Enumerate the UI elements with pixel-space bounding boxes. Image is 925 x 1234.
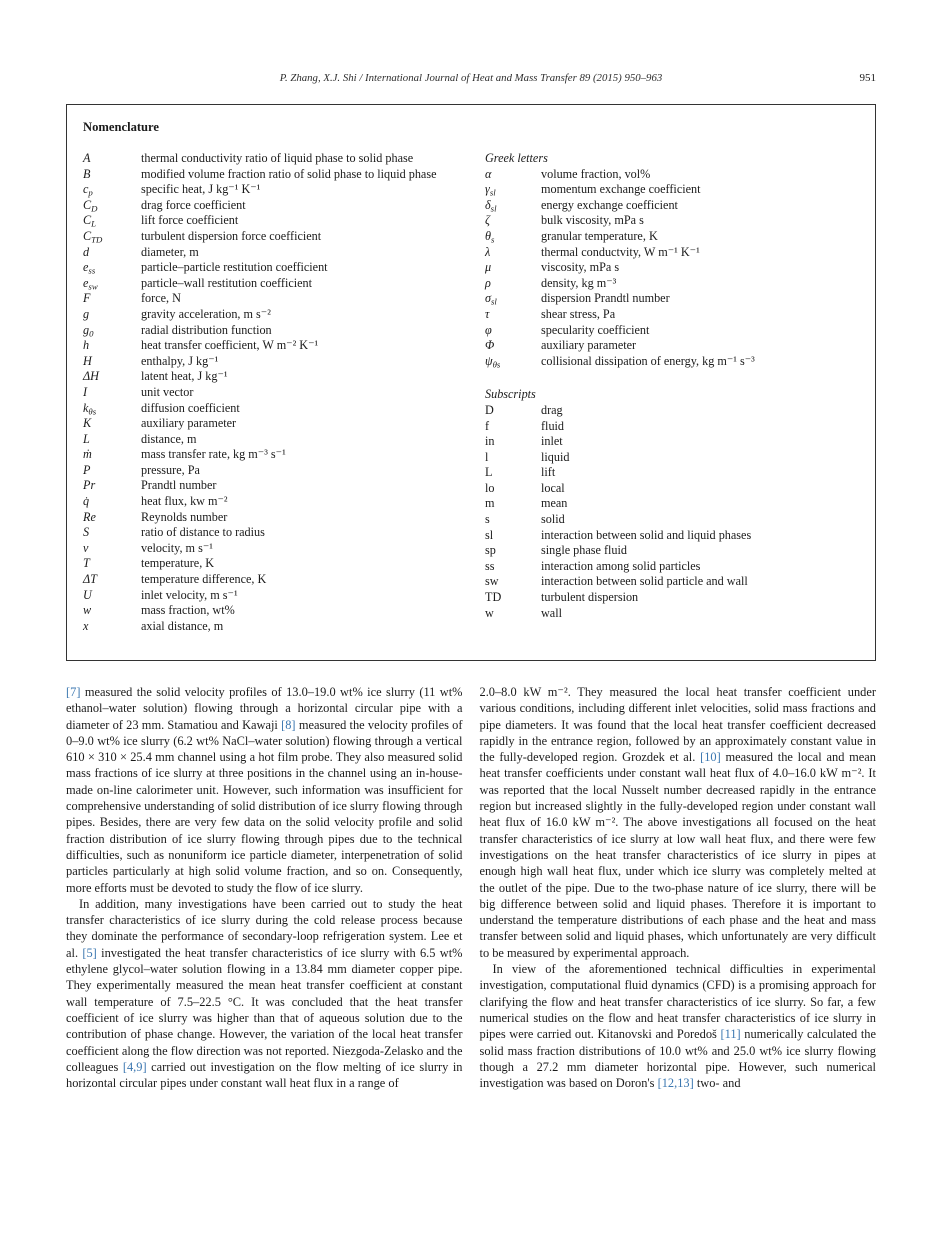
subscripts-list	[485, 403, 859, 621]
symbol: TD	[485, 590, 502, 605]
nomenclature-right-column	[485, 151, 859, 634]
symbol: ΔT	[83, 572, 97, 587]
nomenclature-entry	[485, 403, 859, 419]
nomenclature-entry	[83, 291, 485, 307]
definition: temperature difference, K	[141, 572, 267, 587]
nomenclature-entry	[83, 541, 485, 557]
nomenclature-entry	[83, 463, 485, 479]
symbol: I	[83, 384, 88, 399]
definition: axial distance, m	[141, 618, 224, 633]
definition: mean	[541, 496, 568, 511]
definition: interaction between solid particle and wall	[541, 574, 748, 589]
definition: heat transfer coefficient, W m⁻² K⁻¹	[141, 338, 319, 353]
symbol: $\sigma_{sl}$	[485, 291, 497, 307]
nomenclature-entry	[83, 167, 485, 183]
nomenclature-entry	[485, 434, 859, 450]
symbol: $\theta_s$	[485, 228, 495, 245]
paragraph: In addition, many investigations have been carried out to study the heat transfer characteristics of ice slurry during the cold release process because they dominate the performance of secondary-loop refrigeration system. Lee et al. [5] investigated the heat transfer characteristics of ice slurry with 6.5 wt% ethylene glycol–water solution flowing in a 13.84 mm diameter copper pipe. They experimentally measured the mean heat transfer coefficient at constant wall temperature of 7.5–22.5 °C. It was concluded that the heat transfer coefficient of ice slurry was higher than that of aqueous solution due to the contribution of phase change. However, the variation of the local heat transfer coefficient along the flow direction was not reported. Niezgoda-Zelasko and the colleagues [4,9] carried out investigation on the flow melting of ice slurry in horizontal circular pipes under constant wall heat flux in a range of	[66, 896, 463, 1091]
nomenclature-entry	[83, 213, 485, 229]
nomenclature-entry	[83, 588, 485, 604]
symbol: m	[485, 496, 495, 511]
symbol: $\delta_{sl}$	[485, 197, 497, 214]
nomenclature-entry	[485, 354, 859, 370]
definition: single phase fluid	[541, 543, 627, 558]
definition: fluid	[541, 418, 565, 433]
definition: gravity acceleration, m s⁻²	[141, 306, 271, 321]
definition: velocity, m s⁻¹	[141, 540, 213, 555]
definition: specific heat, J kg⁻¹ K⁻¹	[141, 182, 261, 197]
nomenclature-entry	[83, 323, 485, 339]
definition: dispersion Prandtl number	[541, 291, 670, 306]
symbol: D	[485, 402, 494, 417]
definition: pressure, Pa	[141, 462, 200, 477]
definition: particle–particle restitution coefficient	[141, 260, 328, 275]
nomenclature-entry	[83, 525, 485, 541]
nomenclature-entry	[485, 512, 859, 528]
nomenclature-entry	[485, 291, 859, 307]
definition: drag force coefficient	[141, 197, 246, 212]
citation-link[interactable]: [4,9]	[122, 1059, 147, 1074]
citation-link[interactable]: [8]	[281, 717, 296, 732]
symbol: h	[83, 338, 90, 353]
definition: mass fraction, wt%	[141, 603, 235, 618]
nomenclature-entry	[485, 590, 859, 606]
symbol: H	[83, 353, 92, 368]
nomenclature-entry	[485, 465, 859, 481]
symbol: A	[83, 151, 91, 165]
symbol: Φ	[485, 338, 495, 353]
symbol: F	[83, 291, 91, 306]
nomenclature-entry	[83, 603, 485, 619]
nomenclature-entry	[485, 167, 859, 183]
nomenclature-entry	[83, 276, 485, 292]
nomenclature-entry	[83, 151, 485, 167]
definition: unit vector	[141, 384, 194, 399]
definition: thermal conductvity, W m⁻¹ K⁻¹	[541, 244, 700, 259]
definition: granular temperature, K	[541, 228, 658, 243]
symbol: $C_D$	[83, 197, 98, 214]
definition: heat flux, kw m⁻²	[141, 494, 228, 509]
nomenclature-entry	[83, 556, 485, 572]
nomenclature-entry	[83, 245, 485, 261]
paragraph: [7] measured the solid velocity profiles of 13.0–19.0 wt% ice slurry (11 wt% ethanol–water solution) flowing through a horizontal circular pipe with a diameter of 23 mm. Stamatiou and Kawaji [8] measured the velocity profiles of 0–9.0 wt% ice slurry (6.2 wt% NaCl–water solution) flowing through a vertical 610 × 310 × 25.4 mm channel using a hot film probe. They also measured solid mass fractions of ice slurry at three positions in the channel using an in-house-made on-line calorimeter unit. However, such information was insufficient for comprehensive understanding of solid distribution of ice slurry flowing through pipes. Besides, there are very few data on the solid velocity profile and solid fraction distribution of ice slurry flowing through pipes due to the technical difficulties, such as nonuniform ice particle diameter, interpenetration of solid particles particularly at high solid volume fraction, and so on. Consequently, more efforts must be devoted to study the flow of ice slurry.	[66, 685, 463, 895]
definition: turbulent dispersion force coefficient	[141, 228, 322, 243]
nomenclature-title: Nomenclature	[83, 120, 160, 134]
nomenclature-entry	[83, 572, 485, 588]
nomenclature-entry	[485, 481, 859, 497]
definition: shear stress, Pa	[541, 306, 616, 321]
nomenclature-entry	[83, 338, 485, 354]
definition: wall	[541, 605, 562, 620]
nomenclature-entry	[83, 478, 485, 494]
nomenclature-entry	[83, 401, 485, 417]
nomenclature-entry	[83, 229, 485, 245]
nomenclature-entry	[83, 494, 485, 510]
symbol: α	[485, 166, 492, 181]
definition: Prandtl number	[141, 478, 217, 493]
nomenclature-entry	[83, 416, 485, 432]
symbol: $\psi_{\theta s}$	[485, 353, 501, 370]
citation-link[interactable]: [12,13]	[657, 1076, 694, 1091]
symbol: $C_L$	[83, 213, 97, 229]
definition: lift force coefficient	[141, 213, 239, 228]
symbol: in	[485, 434, 495, 449]
definition: interaction between solid and liquid phases	[541, 527, 752, 542]
nomenclature-box	[66, 104, 876, 661]
body-right-column	[480, 684, 877, 1091]
citation-link[interactable]: [11]	[720, 1027, 741, 1042]
definition: ratio of distance to radius	[141, 525, 265, 540]
symbol: ṁ	[83, 447, 92, 462]
definition: inlet velocity, m s⁻¹	[141, 587, 238, 602]
nomenclature-entry	[485, 213, 859, 229]
paragraph: 2.0–8.0 kW m⁻². They measured the local heat transfer coefficient under various conditions, including different inlet velocities, solid mass fractions and pipe diameters. It was found that the local heat transfer coefficient decreased rapidly in the entrance region, followed by an approximately constant value in the fully-developed region. Grozdek et al. [10] measured the local and mean heat transfer coefficients under constant wall heat flux of 4.0–16.0 kW m⁻². It was reported that the local Nusselt number decreased rapidly in the entrance region but increased slightly in the fully-developed region under constant wall heat flux of 16.0 kW m⁻². The above investigations all focused on the heat transfer characteristics of ice slurry at low wall heat flux, and there were few investigations on the heat transfer characteristics of ice slurry in pipes at enough high wall heat flux, under which ice slurry was completely melted at the outlet of the pipe. Due to the two-phase nature of ice slurry, there will be big difference between solid and liquid phases. Therefore it is important to understand the temperature distributions of each phase and the heat and mass transfer between solid and liquid phases, which unfortunately are very difficult to be measured by experimental approach.	[479, 685, 877, 960]
definition: specularity coefficient	[541, 322, 650, 337]
paragraph: In view of the aforementioned technical difficulties in experimental investigation, computational fluid dynamics (CFD) is a promising approach for clarifying the flow and heat transfer characteristics of ice slurry. So far, a few numerical studies on the flow and heat transfer characteristics of ice slurry in pipes were carried out. Kitanovski and Poredoš [11] numerically calculated the solid mass fraction distributions of 10.0 wt% and 25.0 wt% ice slurry flowing though a 27.2 mm diameter horizontal pipe. However, such numerical investigation was based on Doron's [12,13] two- and	[479, 962, 876, 1091]
nomenclature-entry	[83, 307, 485, 323]
nomenclature-entry	[485, 574, 859, 590]
symbol: ρ	[485, 275, 491, 290]
nomenclature-entry	[485, 338, 859, 354]
nomenclature-entry	[485, 276, 859, 292]
nomenclature-entry	[485, 307, 859, 323]
definition: volume fraction, vol%	[541, 166, 651, 181]
nomenclature-entry	[485, 606, 859, 622]
symbol: $c_p$	[83, 182, 93, 198]
symbol: v	[83, 540, 89, 555]
symbol: ss	[485, 558, 495, 573]
nomenclature-entry	[485, 543, 859, 559]
nomenclature-entry	[83, 385, 485, 401]
nomenclature-main-list	[83, 151, 485, 634]
symbol: $e_{sw}$	[83, 275, 98, 292]
symbol: lo	[485, 480, 495, 495]
definition: diameter, m	[141, 244, 199, 259]
citation-link[interactable]: [7]	[66, 685, 81, 699]
running-head: P. Zhang, X.J. Shi / International Journal of Heat and Mass Transfer 89 (2015) 950–963	[279, 72, 663, 84]
article-body	[66, 684, 876, 1091]
symbol: Re	[83, 509, 96, 524]
nomenclature-entry	[485, 245, 859, 261]
page-number: 951	[859, 72, 876, 84]
nomenclature-entry	[83, 369, 485, 385]
body-left-column	[66, 684, 463, 1091]
symbol: f	[485, 418, 490, 433]
nomenclature-entry	[485, 450, 859, 466]
definition: radial distribution function	[141, 322, 272, 337]
symbol: φ	[485, 322, 492, 337]
symbol: T	[83, 556, 90, 571]
definition: force, N	[141, 291, 181, 306]
nomenclature-entry	[83, 182, 485, 198]
nomenclature-entry	[83, 198, 485, 214]
definition: liquid	[541, 449, 570, 464]
symbol: l	[485, 449, 489, 464]
symbol: μ	[485, 260, 492, 275]
symbol: λ	[485, 244, 491, 259]
nomenclature-entry	[485, 496, 859, 512]
symbol: d	[83, 244, 90, 259]
symbol: Pr	[83, 478, 96, 493]
greek-letters-heading: Greek letters	[485, 151, 548, 165]
symbol: g	[83, 306, 90, 321]
definition: drag	[541, 402, 563, 417]
nomenclature-entry	[485, 323, 859, 339]
definition: solid	[541, 512, 565, 527]
nomenclature-entry	[485, 198, 859, 214]
definition: local	[541, 480, 565, 495]
definition: Reynolds number	[141, 509, 228, 524]
definition: auxiliary parameter	[141, 416, 237, 431]
page-header	[66, 71, 876, 86]
citation-link[interactable]: [5]	[82, 945, 97, 960]
nomenclature-entry	[485, 182, 859, 198]
nomenclature-entry	[485, 260, 859, 276]
nomenclature-entry	[83, 432, 485, 448]
symbol: B	[83, 166, 91, 181]
citation-link[interactable]: [10]	[700, 750, 721, 765]
symbol: L	[485, 465, 493, 480]
nomenclature-entry	[83, 354, 485, 370]
definition: inlet	[541, 434, 563, 449]
symbol: w	[485, 605, 494, 620]
nomenclature-columns	[83, 151, 859, 634]
symbol: S	[83, 525, 90, 540]
symbol: w	[83, 603, 92, 618]
symbol: sw	[485, 574, 499, 589]
symbol: $e_{ss}$	[83, 260, 96, 276]
symbol: s	[485, 512, 490, 527]
definition: momentum exchange coefficient	[541, 182, 701, 197]
symbol: $\gamma_{sl}$	[485, 182, 496, 198]
symbol: $C_{TD}$	[83, 228, 103, 245]
nomenclature-entry	[83, 447, 485, 463]
subscripts-heading: Subscripts	[485, 387, 536, 402]
symbol: sl	[485, 527, 494, 542]
definition: enthalpy, J kg⁻¹	[141, 353, 219, 368]
nomenclature-entry	[83, 619, 485, 635]
symbol: $g_0$	[83, 322, 94, 338]
symbol: sp	[485, 543, 496, 558]
symbol: x	[83, 618, 89, 633]
definition: thermal conductivity ratio of liquid phase to solid phase	[141, 151, 414, 165]
symbol: P	[83, 462, 91, 477]
definition: interaction among solid particles	[541, 558, 701, 573]
definition: energy exchange coefficient	[541, 197, 678, 212]
symbol: ΔH	[83, 369, 99, 384]
symbol: U	[83, 587, 92, 602]
nomenclature-entry	[83, 510, 485, 526]
symbol: K	[83, 416, 92, 431]
nomenclature-entry	[485, 559, 859, 575]
definition: diffusion coefficient	[141, 400, 240, 415]
definition: turbulent dispersion	[541, 590, 639, 605]
symbol: ζ	[485, 213, 490, 228]
nomenclature-entry	[83, 260, 485, 276]
symbol: τ	[485, 306, 490, 321]
definition: particle–wall restitution coefficient	[141, 275, 313, 290]
definition: mass transfer rate, kg m⁻³ s⁻¹	[141, 447, 286, 462]
definition: collisional dissipation of energy, kg m⁻¹ s⁻³	[541, 353, 755, 368]
greek-letters-list	[485, 167, 859, 370]
nomenclature-entry	[485, 528, 859, 544]
definition: auxiliary parameter	[541, 338, 637, 353]
symbol: q̇	[83, 494, 90, 509]
nomenclature-entry	[485, 229, 859, 245]
symbol: L	[83, 431, 90, 446]
definition: bulk viscosity, mPa s	[541, 213, 644, 228]
definition: density, kg m⁻³	[541, 275, 617, 290]
definition: latent heat, J kg⁻¹	[141, 369, 228, 384]
definition: temperature, K	[141, 556, 215, 571]
definition: distance, m	[141, 431, 197, 446]
symbol: $k_{\theta s}$	[83, 400, 97, 416]
nomenclature-entry	[485, 419, 859, 435]
definition: viscosity, mPa s	[541, 260, 620, 275]
definition: lift	[541, 465, 556, 480]
definition: modified volume fraction ratio of solid phase to liquid phase	[141, 166, 437, 181]
